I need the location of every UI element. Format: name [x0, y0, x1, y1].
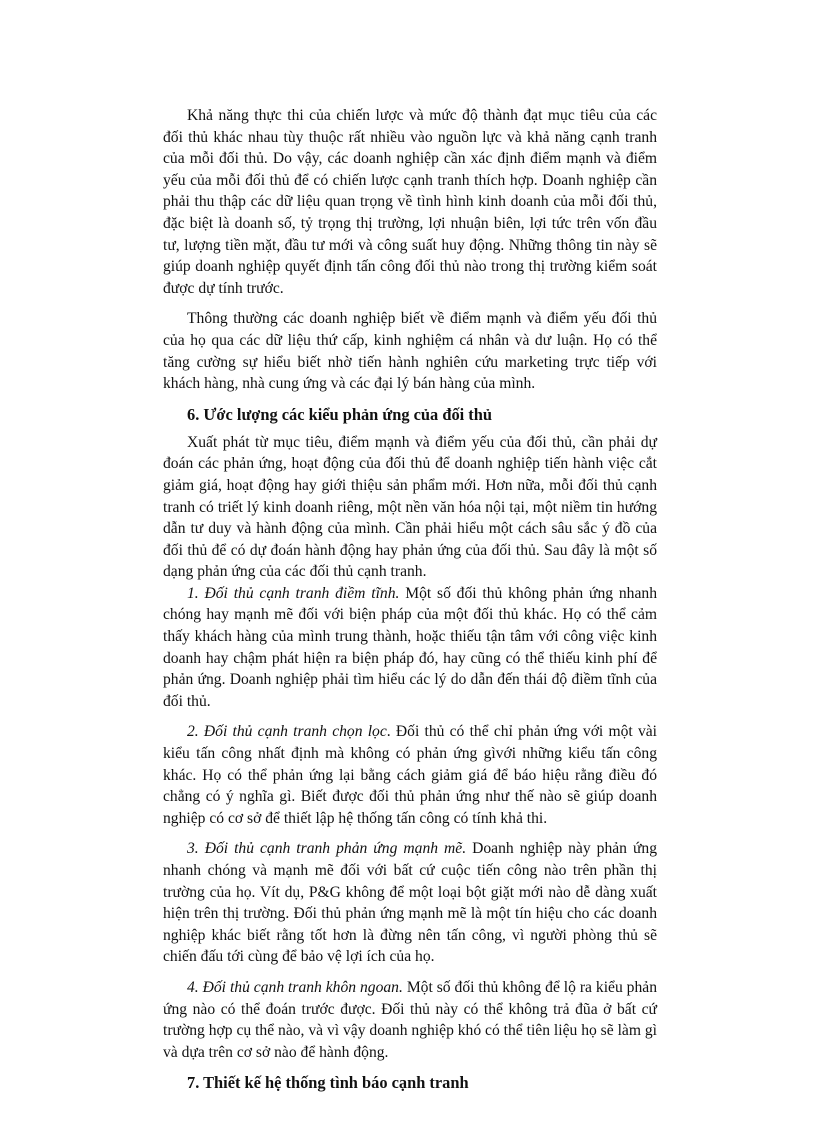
section-heading-7: 7. Thiết kế hệ thống tình báo cạnh tranh	[187, 1073, 469, 1093]
list-item-reaction-type-2	[163, 721, 657, 829]
list-item-reaction-type-1	[163, 583, 657, 713]
paragraph-information-sources: Thông thường các doanh nghiệp biết về điểm mạnh và điểm yếu đối thủ của họ qua các dữ liệu thứ cấp, kinh nghiệm cá nhân và dư luận. Họ có thể tăng cường sự hiểu biết nhờ tiến hành nghiên cứu marketing trực tiếp với khách hàng, nhà cung ứng và các đại lý bán hàng của mình.	[163, 310, 657, 393]
list-item-reaction-type-4	[163, 977, 657, 1063]
section-heading-6: 6. Ước lượng các kiểu phản ứng của đối thủ	[187, 404, 492, 424]
paragraph-strengths-weaknesses: Khả năng thực thi của chiến lược và mức độ thành đạt mục tiêu của các đối thủ khác nhau tùy thuộc rất nhiều vào nguồn lực và khả năng cạnh tranh của mỗi đối thủ. Do vậy, các doanh nghiệp cần xác định điểm mạnh và điểm yếu của mỗi đối thủ để có chiến lược cạnh tranh thích hợp. Doanh nghiệp cần phải thu thập các dữ liệu quan trọng về tình hình kinh doanh của mỗi đối thủ, đặc biệt là doanh số, tỷ trọng thị trường, lợi nhuận biên, lợi tức trên vốn đầu tư, lượng tiền mặt, đầu tư mới và công suất huy động. Những thông tin này sẽ giúp doanh nghiệp quyết định tấn công đối thủ nào trong thị trường kiểm soát được dự tính trước.	[163, 107, 657, 297]
reaction-type-title: 4. Đối thủ cạnh tranh khôn ngoan.	[187, 978, 403, 996]
list-item-reaction-type-3	[163, 838, 657, 968]
reaction-type-description: Doanh nghiệp này phản ứng nhanh chóng và mạnh mẽ đối với bất cứ cuộc tiến công nào trên phần thị trường của họ. Vít dụ, P&G không để một loại bột giặt mới nào dễ dàng xuất hiện trên thị trường. Đối thủ phản ứng mạnh mẽ là một tín hiệu cho các doanh nghiệp khác biết rằng tốt hơn là đừng nên tấn công, vì người phòng thủ sẽ chiến đấu tới cùng để bảo vệ lợi ích của họ.	[163, 840, 657, 966]
reaction-type-title: 3. Đối thủ cạnh tranh phản ứng mạnh mẽ.	[187, 840, 467, 858]
reaction-type-description: . Đối thủ có thể chỉ phản ứng với một vài kiểu tấn công nhất định mà không có phản ứng gìvới những kiểu tấn công khác. Họ có thể phản ứng lại bằng cách giảm giá để báo hiệu rằng điều đó chẳng có ý nghĩa gì. Biết được đối thủ phản ứng như thế nào sẽ giúp doanh nghiệp có cơ sở để thiết lập hệ thống tấn công có tính khả thi.	[163, 723, 658, 827]
reaction-type-title: 1. Đối thủ cạnh tranh điềm tĩnh.	[187, 584, 400, 602]
reaction-type-title: 2. Đối thủ cạnh tranh chọn lọc	[187, 723, 387, 741]
document-page	[163, 105, 657, 1100]
reaction-type-description: Một số đối thủ không phản ứng nhanh chóng hay mạnh mẽ đối với biện pháp của một đối thủ khác. Họ có thể cảm thấy khách hàng của mình trung thành, hoặc thiếu tận tâm với công việc kinh doanh hay chậm phát hiện ra biện pháp đó, hay cũng có thể thiếu kinh phí để phản ứng. Doanh nghiệp phải tìm hiểu các lý do dẫn đến thái độ điềm tĩnh của đối thủ.	[163, 584, 657, 710]
reaction-type-description: Một số đối thủ không để lộ ra kiểu phản ứng nào có thể đoán trước được. Đối thủ này có thể không trả đũa ở bất cứ trường hợp cụ thể nào, và vì vậy doanh nghiệp khó có thể tiên liệu họ sẽ làm gì và dựa trên cơ sở nào để hành động.	[163, 978, 657, 1061]
paragraph-section-6-intro: Xuất phát từ mục tiêu, điểm mạnh và điểm yếu của đối thủ, cần phải dự đoán các phản ứng, hoạt động của đối thủ để doanh nghiệp tiến hành việc cắt giảm giá, hoạt động hay giới thiệu sản phẩm mới. Hơn nữa, mỗi đối thủ cạnh tranh có triết lý kinh doanh riêng, một nền văn hóa nội tại, một niềm tin hướng dẫn tư duy và hành động của mình. Cần phải hiểu một cách sâu sắc ý đồ của đối thủ để có dự đoán hành động hay phản ứng của đối thủ. Sau đây là một số dạng phản ứng của các đối thủ cạnh tranh.	[163, 433, 657, 581]
